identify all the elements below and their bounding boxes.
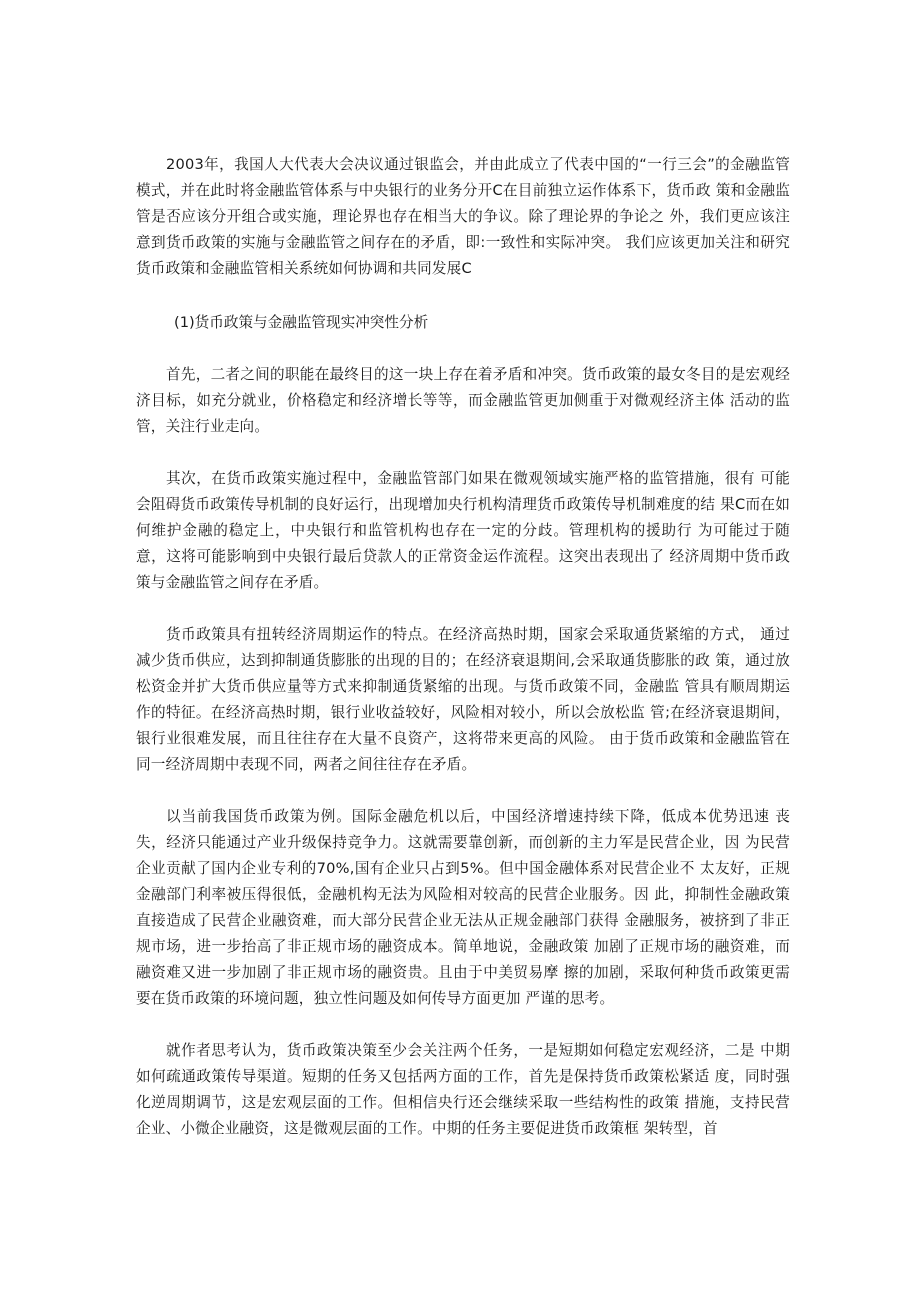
paragraph-cycle: 货币政策具有扭转经济周期运作的特点。在经济高热时期，国家会采取通货紧缩的方式， 通过减少货币供应，达到抑制通货膨胀的出现的目的；在经济衰退期间,会采取通货膨胀的政 策，通过放松资金并扩大货币供应量等方式来抑制通货紧缩的出现。与货币政策不同，金融监 管具有顺周期运作的特征。在经济高热时期，银行业收益较好，风险相对较小，所以会放松监 管;在经济衰退期间，银行业很难发展，而且往往存在大量不良资产，这将带来更高的风险。 由于货币政策和金融监管在同一经济周期中表现不同，两者之间往往存在矛盾。 [136,626,790,773]
paragraph-intro: 2003年，我国人大代表大会决议通过银监会，并由此成立了代表中国的“一行三会”的金融监管模式，并在此时将金融监管体系与中央银行的业务分开C在目前独立运作体系下，货币政 策和金融监管是否应该分开组合或实施，理论界也存在相当大的争议。除了理论界的争论之 外，我们更应该注意到货币政策的实施与金融监管之间存在的矛盾，即:一致性和实际冲突。 我们应该更加关注和研究货币政策和金融监管相关系统如何协调和共同发展C [136,156,790,277]
paragraph-first-point: 首先，二者之间的职能在最终目的这一块上存在着矛盾和冲突。货币政策的最女冬目的是宏观经济目标，如充分就业，价格稳定和经济增长等等，而金融监管更加侧重于对微观经济主体 活动的监管，关注行业走向。 [136,366,790,435]
section-heading: (1)货币政策与金融监管现实冲突性分析 [174,314,429,331]
document-body [136,152,790,1142]
paragraph-second-point: 其次，在货币政策实施过程中，金融监管部门如果在微观领域实施严格的监管措施，很有 可能会阻碍货币政策传导机制的良好运行，出现增加央行机构清理货币政策传导机制难度的结 果C而在如何维护金融的稳定上，中央银行和监管机构也存在一定的分歧。管理机构的援助行 为可能过于随意，这将可能影响到中央银行最后贷款人的正常资金运作流程。这突出表现出了 经济周期中货币政策与金融监管之间存在矛盾。 [136,470,790,591]
paragraph-example: 以当前我国货币政策为例。国际金融危机以后，中国经济增速持续下降，低成本优势迅速 丧失，经济只能通过产业升级保持竞争力。这就需要靠创新，而创新的主力军是民营企业，因 为民营企业贡献了国内企业专利的70%,国有企业只占到5%。但中国金融体系对民营企业不 太友好，正规金融部门利率被压得很低，金融机构无法为风险相对较高的民营企业服务。因 此，抑制性金融政策直接造成了民营企业融资难，而大部分民营企业无法从正规金融部门获得 金融服务，被挤到了非正规市场，进一步抬高了非正规市场的融资成本。简单地说，金融政策 加剧了正规市场的融资难，而融资难又进一步加剧了非正规市场的融资贵。且由于中美贸易摩 擦的加剧，采取何种货币政策更需要在货币政策的环境问题，独立性问题及如何传导方面更加 严谨的思考。 [136,808,790,1007]
paragraph-author-view: 就作者思考认为，货币政策决策至少会关注两个任务，一是短期如何稳定宏观经济，二是 中期如何疏通政策传导渠道。短期的任务又包括两方面的工作，首先是保持货币政策松紧适 度，同时强化逆周期调节，这是宏观层面的工作。但相信央行还会继续采取一些结构性的政策 措施，支持民营企业、小微企业融资，这是微观层面的工作。中期的任务主要促进货币政策框 架转型，首 [136,1042,790,1137]
